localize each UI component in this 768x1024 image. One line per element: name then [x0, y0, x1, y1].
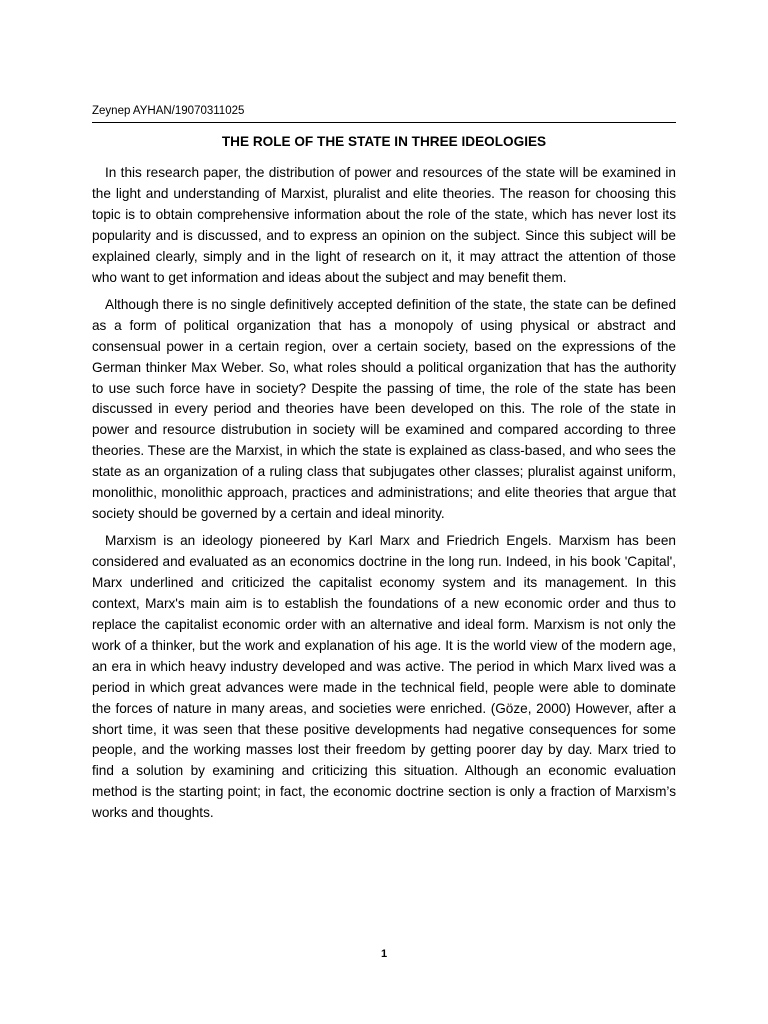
paragraph-marxism: Marxism is an ideology pioneered by Karl Marx and Friedrich Engels. Marxism has been considered and evaluated as an economics doctrine in the long run. Indeed, in his book 'Capital', Marx underlined and criticized the capitalist economy system and its management. In this context, Marx's main aim is to establish the foundations of a new economic order and thus to replace the capitalist economic order with an alternative and ideal form. Marxism is not only the work of a thinker, but the work and explanation of his age. It is the world view of the modern age, an era in which heavy industry developed and was active. The period in which Marx lived was a period in which great advances were made in the technical field, people were able to dominate the forces of nature in many areas, and societies were enriched. (Göze, 2000) However, after a short time, it was seen that these positive developments had negative consequences for some people, and the working masses lost their freedom by getting poorer day by day. Marx tried to find a solution by examining and criticizing this situation. Although an economic evaluation method is the starting point; in fact, the economic doctrine section is only a fraction of Marxism’s works and thoughts. — [92, 533, 676, 821]
author-id-label: Zeynep AYHAN/19070311025 — [92, 105, 245, 117]
page-number: 1 — [380, 948, 388, 960]
page-header — [92, 102, 676, 123]
document-title: THE ROLE OF THE STATE IN THREE IDEOLOGIES — [221, 134, 547, 149]
paragraph-state-definition: Although there is no single definitively accepted definition of the state, the state can be defined as a form of political organization that has a monopoly of using physical or abstract and consensual power in a certain region, over a certain society, based on the expressions of the German thinker Max Weber. So, what roles should a political organization that has the authority to use such force have in society? Despite the passing of time, the role of the state has been discussed in every period and theories have been developed on this. The role of the state in power and resource distrubution in society will be examined and compared according to three theories. These are the Marxist, in which the state is explained as class-based, and who sees the state as an organization of a ruling class that subjugates other classes; pluralist against uniform, monolithic, monolithic approach, practices and administrations; and elite theories that argue that society should be governed by a certain and ideal minority. — [92, 296, 676, 521]
paragraph-intro: In this research paper, the distribution of power and resources of the state will be examined in the light and understanding of Marxist, pluralist and elite theories. The reason for choosing this topic is to obtain comprehensive information about the role of the state, which has never lost its popularity and is discussed, and to express an opinion on the subject. Since this subject will be explained clearly, simply and in the light of research on it, it may attract the attention of those who want to get information and ideas about the subject and may benefit them. — [92, 165, 676, 285]
body-text — [92, 163, 676, 831]
